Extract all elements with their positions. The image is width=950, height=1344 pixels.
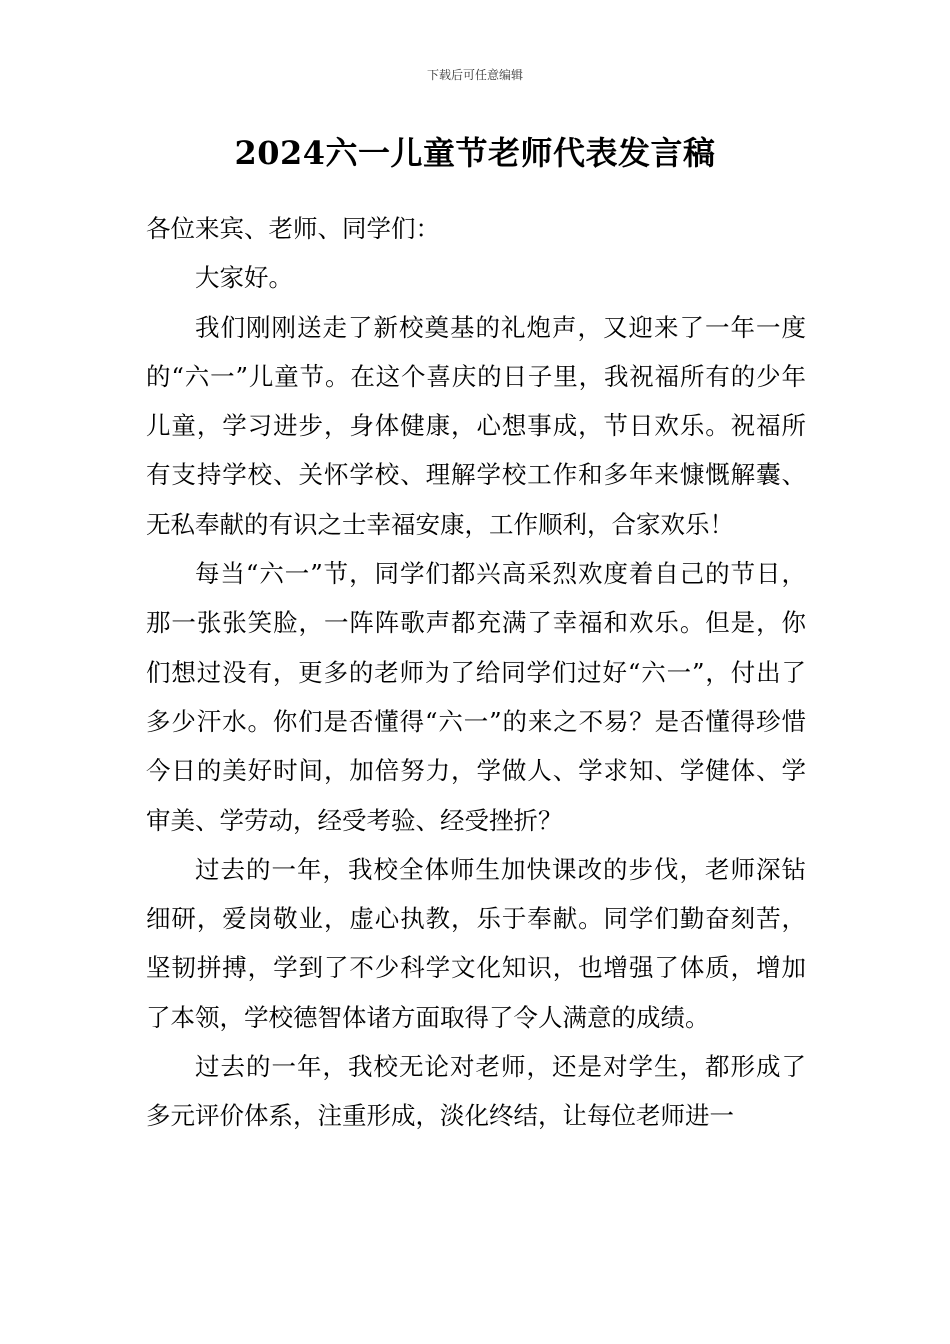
paragraph-blessing: 我们刚刚送走了新校奠基的礼炮声，又迎来了一年一度的“六一”儿童节。在这个喜庆的日子里，我祝福所有的少年儿童，学习进步，身体健康，心想事成，节日欢乐。祝福所有支持学校、关怀学校、理解学校工作和多年来慷慨解囊、无私奉献的有识之士幸福安康，工作顺利，合家欢乐！ xyxy=(146,312,806,539)
paragraph-evaluation: 过去的一年，我校无论对老师，还是对学生，都形成了多元评价体系，注重形成，淡化终结，让每位老师进一 xyxy=(146,1052,806,1131)
paragraph-achievements: 过去的一年，我校全体师生加快课改的步伐，老师深钻细研，爱岗敬业，虚心执教，乐于奉献。同学们勤奋刻苦，坚韧拼搏，学到了不少科学文化知识，也增强了体质，增加了本领，学校德智体诸方面取得了令人满意的成绩。 xyxy=(146,854,806,1032)
paragraph-children-day: 每当“六一”节，同学们都兴高采烈欢度着自己的节日，那一张张笑脸，一阵阵歌声都充满了幸福和欢乐。但是，你们想过没有，更多的老师为了给同学们过好“六一”，付出了多少汗水。你们是否懂得“六一”的来之不易？是否懂得珍惜今日的美好时间，加倍努力，学做人、学求知、学健体、学审美、学劳动，经受考验、经受挫折？ xyxy=(146,559,806,835)
header-note: 下载后可任意编辑 xyxy=(426,68,523,82)
document-title: 2024六一儿童节老师代表发言稿 xyxy=(234,134,716,172)
paragraph-greeting: 大家好。 xyxy=(195,263,293,293)
salutation: 各位来宾、老师、同学们： xyxy=(146,214,440,243)
document-body xyxy=(146,204,806,1141)
